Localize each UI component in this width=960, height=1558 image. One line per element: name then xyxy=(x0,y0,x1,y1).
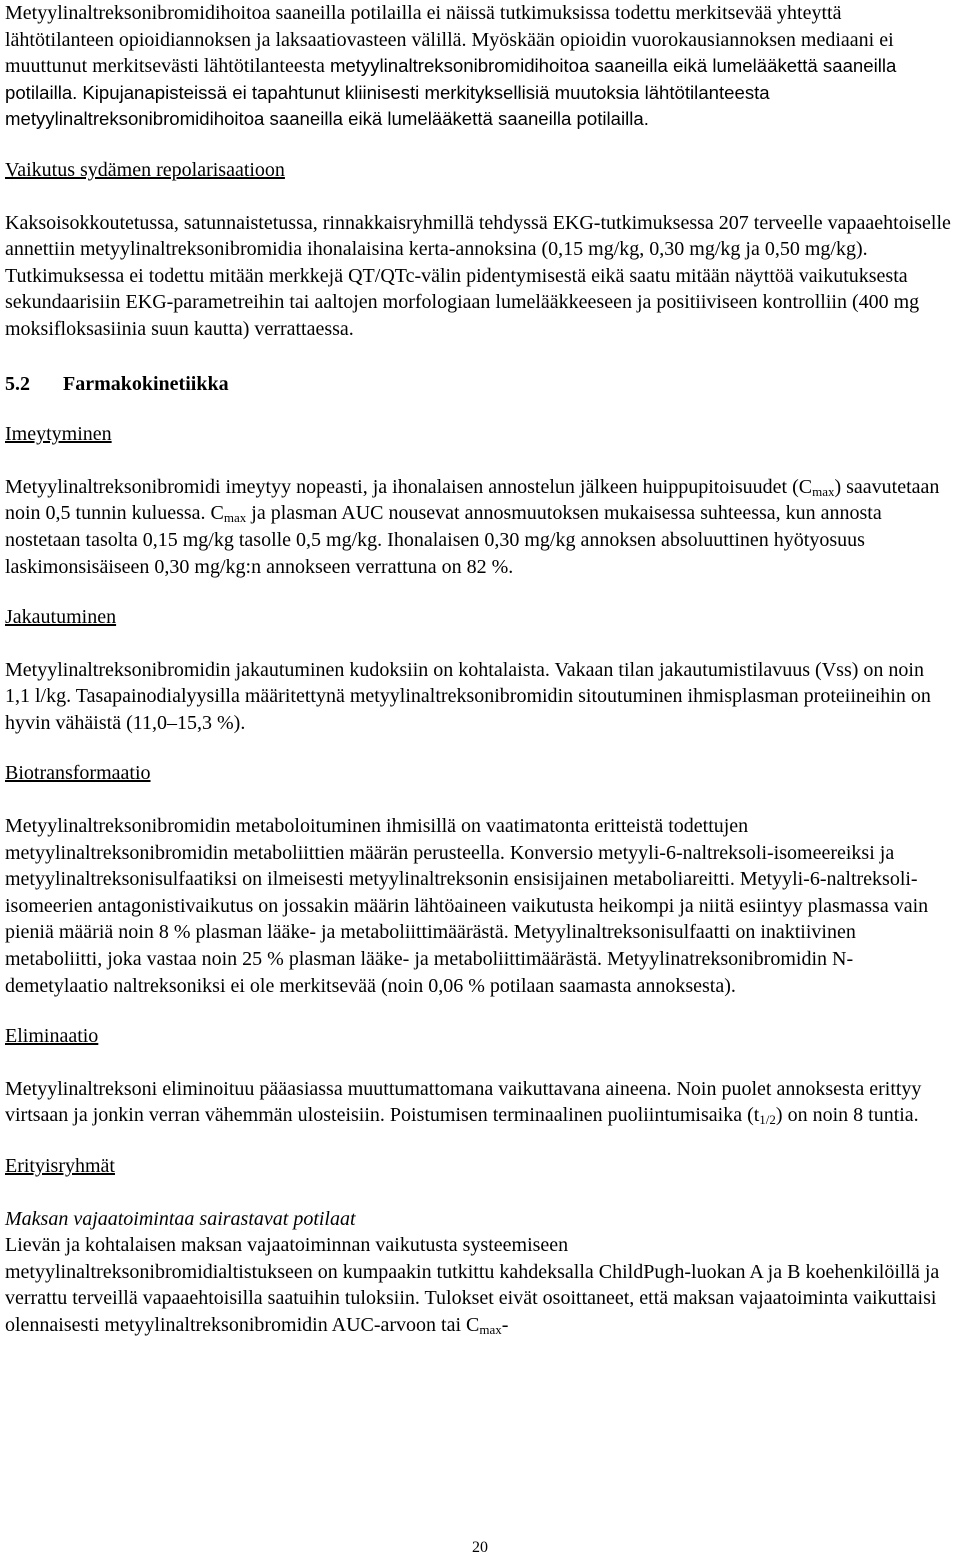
elimination-heading: Eliminaatio xyxy=(5,1025,99,1048)
absorption-heading: Imeytyminen xyxy=(5,423,112,446)
distribution-heading: Jakautuminen xyxy=(5,606,117,629)
half-life-subscript: 1/2 xyxy=(759,1112,776,1128)
absorption-paragraph: Metyylinaltreksonibromidi imeytyy nopeasti, ja ihonalaisen annostelun jälkeen huippupitoisuudet $(C_{max})$ saavutetaan noin 0,5 tunnin kuluessa. $C_{max}$ ja plasman AUC nousevat annosmuutoksen mukaisessa suhteessa, kun annosta nostetaan tasolta 0,15 mg/kg tasolle 0,5 mg/kg. Ihonalaisen 0,30 mg/kg annoksen absoluuttinen hyötyosuus laskimonsisäiseen 0,30 mg/kg:n annokseen verrattuna on 82 %. xyxy=(5,475,940,578)
biotransformation-paragraph: Metyylinaltreksonibromidin metaboloituminen ihmisillä on vaatimatonta eritteistä todettujen metyylinaltreksonibromidin metaboliittien määrän perusteella. Konversio metyyli-6-naltreksoli-isomeereiksi ja metyylinaltreksonisulfaatiksi on ilmeisesti metyylinaltreksonin ensisijainen metaboliareitti. Metyyli-6-naltreksoli-isomeerien antagonistivaikutus on jossakin määrin lähtöaineen vaikutusta heikompi ja niitä esiintyy plasmassa vain pieniä määriä noin 8 % plasman lääke- ja metaboliittimäärästä. Metyylinaltreksonisulfaatti on inaktiivinen metaboliitti, joka vastaa noin 25 % plasman lääke- ja metaboliittimäärästä. Metyylinatreksonibromidin N-demetylaatio naltreksoniksi ei ole merkitsevää (noin 0,06 % potilaan saamasta annoksesta). xyxy=(5,815,929,997)
section-title: Farmakokinetiikka xyxy=(63,372,229,395)
repolarisation-paragraph: Kaksoisokkoutetussa, satunnaistetussa, rinnakkaisryhmillä tehdyssä EKG-tutkimuksessa 207 terveelle vapaaehtoiselle annettiin metyylinaltreksonibromidia ihonalaisina kerta-annoksina (0,15 mg/kg, 0,30 mg/kg ja 0,50 mg/kg). Tutkimuksessa ei todettu mitään merkkejä QT/QTc-välin pidentymisestä eikä saatu mitään näyttöä vaikutuksesta sekundaarisiin EKG-parametreihin tai aaltojen morfologiaan lumelääkkeeseen ja positiiviseen kontrolliin (400 mg moksifloksasiinia suun kautta) verrattaessa. xyxy=(5,211,951,340)
elimination-paragraph: Metyylinaltreksoni eliminoituu pääasiassa muuttumattomana vaikuttavana aineena. Noin puolet annoksesta erittyy virtsaan ja jonkin verran vähemmän ulosteisiin. Poistumisen terminaalinen puoliintumisaika $(t_{1/2})$ on noin 8 tuntia. xyxy=(5,1077,922,1128)
cmax-subscript: max xyxy=(479,1321,502,1337)
hepatic-impairment-line-1: Lievän ja kohtalaisen maksan vajaatoiminnan vaikutusta systeemiseen xyxy=(5,1234,569,1257)
cmax-subscript: max xyxy=(223,510,247,526)
biotransformation-heading: Biotransformaatio xyxy=(5,762,151,785)
page-number: 20 xyxy=(472,1539,488,1556)
distribution-paragraph: Metyylinaltreksonibromidin jakautuminen kudoksiin on kohtalaista. Vakaan tilan jakautumistilavuus (Vss) on noin 1,1 l/kg. Tasapainodialyysilla määritettynä metyylinaltreksonibromidin sitoutuminen ihmisplasman proteiineihin on hyvin vähäistä (11,0–15,3 %). xyxy=(5,658,931,734)
special-populations-heading: Erityisryhmät xyxy=(5,1155,115,1177)
intro-paragraph xyxy=(5,0,953,133)
hepatic-impairment-subheading: Maksan vajaatoimintaa sairastavat potilaat xyxy=(5,1207,356,1230)
section-heading xyxy=(5,371,953,398)
hepatic-impairment-paragraph: metyylinaltreksonibromidialtistukseen on kumpaakin tutkittu kahdeksalla ChildPugh-luokan A ja B koehenkilöillä ja verrattu terveillä vapaaehtoisilla saatuihin tuloksiin. Tulokset eivät osoittaneet, että maksan vajaatoiminta vaikuttaisi olennaisesti metyylinaltreksonibromidin AUC-arvoon tai $C_{max}-$ xyxy=(5,1260,940,1337)
repolarisation-heading: Vaikutus sydämen repolarisaatioon xyxy=(5,158,285,181)
document-page xyxy=(5,0,953,1339)
section-number: 5.2 xyxy=(5,372,30,395)
intro-sentence-1: Metyylinaltreksonibromidihoitoa saaneilla potilailla ei näissä tutkimuksissa todettu merkitsevää yhteyttä lähtötilanteen opioidiannoksen ja laksaatiovasteen välillä. Myöskään opioidin vuorokausiannoksen mediaani ei muuttunut merkitsevästi lähtötilanteesta xyxy=(5,2,894,78)
intro-sentence-2: metyylinaltreksonibromidihoitoa saaneilla eikä lumelääkettä saaneilla potilailla. xyxy=(5,55,897,103)
intro-sentence-3: Kipujanapisteissä ei tapahtunut kliinisesti merkityksellisiä muutoksia lähtötilanteesta metyylinaltreksonibromidihoitoa saaneilla eikä lumelääkettä saaneilla potilailla. xyxy=(5,81,770,130)
cmax-subscript: max xyxy=(812,483,835,499)
